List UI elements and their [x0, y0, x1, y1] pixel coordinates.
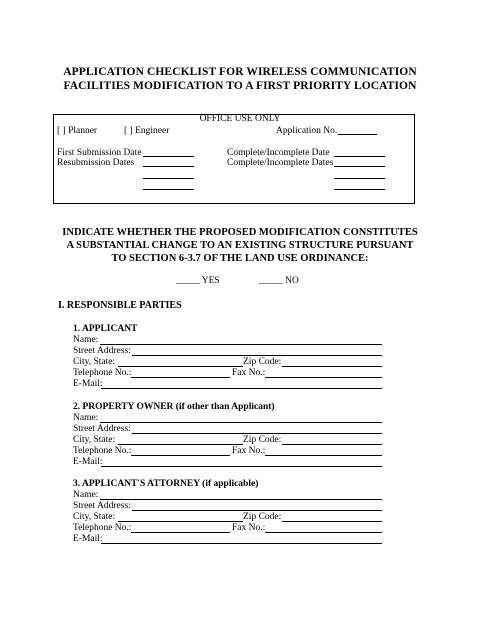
owner-name-label: Name:	[73, 413, 99, 423]
indicate-line2: A SUBSTANTIAL CHANGE TO AN EXISTING STRUCTURE PURSUANT	[66, 240, 414, 251]
applicant-zip-label: Zip Code:	[243, 357, 282, 367]
applicant-fax-label: Fax No.:	[232, 368, 266, 378]
applicant-fax-field[interactable]	[265, 377, 382, 378]
form-title-line2: FACILITIES MODIFICATION TO A FIRST PRIORITY LOCATION	[63, 80, 417, 92]
applicant-heading: 1. APPLICANT	[73, 324, 138, 334]
complete-incomplete-dates-field-1[interactable]	[334, 166, 385, 167]
applicant-email-field[interactable]	[101, 388, 382, 389]
owner-fax-label: Fax No.:	[232, 446, 266, 456]
attorney-telephone-label: Telephone No.:	[73, 523, 132, 533]
applicant-street-field[interactable]	[132, 355, 382, 356]
owner-telephone-field[interactable]	[131, 455, 230, 456]
applicant-telephone-label: Telephone No.:	[73, 368, 132, 378]
indicate-line1: INDICATE WHETHER THE PROPOSED MODIFICATION CONSTITUTES	[62, 227, 418, 238]
owner-zip-label: Zip Code:	[243, 435, 282, 445]
owner-name-field[interactable]	[100, 422, 382, 423]
attorney-email-label: E-Mail:	[73, 534, 103, 544]
section-heading: I. RESPONSIBLE PARTIES	[58, 300, 182, 311]
first-submission-label: First Submission Date	[57, 148, 142, 158]
attorney-telephone-field[interactable]	[131, 532, 230, 533]
owner-city-label: City, State:	[73, 435, 116, 445]
owner-heading: 2. PROPERTY OWNER (if other than Applicant)	[73, 402, 275, 412]
owner-street-label: Street Address:	[73, 424, 131, 434]
application-no-field[interactable]	[338, 134, 377, 135]
attorney-name-field[interactable]	[100, 499, 382, 500]
applicant-telephone-field[interactable]	[131, 377, 230, 378]
owner-email-field[interactable]	[101, 466, 382, 467]
complete-incomplete-date-label: Complete/Incomplete Date	[227, 148, 330, 158]
form-title-line1: APPLICATION CHECKLIST FOR WIRELESS COMMUNICATION	[63, 66, 417, 78]
owner-telephone-label: Telephone No.:	[73, 446, 132, 456]
complete-incomplete-dates-field-3[interactable]	[334, 189, 385, 190]
resubmission-field-3[interactable]	[143, 189, 194, 190]
attorney-street-field[interactable]	[132, 510, 382, 511]
owner-fax-field[interactable]	[265, 455, 382, 456]
attorney-zip-field[interactable]	[282, 521, 382, 522]
applicant-name-label: Name:	[73, 335, 99, 345]
attorney-email-field[interactable]	[101, 543, 382, 544]
applicant-street-label: Street Address:	[73, 346, 131, 356]
attorney-fax-field[interactable]	[265, 532, 382, 533]
planner-checkbox[interactable]: [ ] Planner	[57, 126, 98, 136]
applicant-city-label: City, State:	[73, 357, 116, 367]
resubmission-field-2[interactable]	[143, 178, 194, 179]
owner-email-label: E-Mail:	[73, 457, 103, 467]
resubmission-field-1[interactable]	[143, 166, 194, 167]
office-use-heading: OFFICE USE ONLY	[199, 114, 281, 124]
attorney-heading: 3. APPLICANT'S ATTORNEY (if applicable)	[73, 479, 259, 489]
application-no-label: Application No.	[276, 126, 338, 136]
first-submission-field[interactable]	[143, 156, 194, 157]
applicant-name-field[interactable]	[100, 344, 382, 345]
indicate-line3: TO SECTION 6-3.7 OF THE LAND USE ORDINANCE:	[111, 253, 369, 264]
yes-option[interactable]: _____ YES	[176, 276, 220, 286]
applicant-email-label: E-Mail:	[73, 379, 103, 389]
resubmission-label: Resubmission Dates	[57, 158, 135, 168]
attorney-city-label: City, State:	[73, 512, 116, 522]
complete-incomplete-dates-label: Complete/Incomplete Dates	[227, 158, 334, 168]
attorney-zip-label: Zip Code:	[243, 512, 282, 522]
complete-incomplete-dates-field-2[interactable]	[334, 178, 385, 179]
engineer-checkbox[interactable]: [ ] Engineer	[124, 126, 170, 136]
attorney-city-field[interactable]	[118, 521, 243, 522]
attorney-street-label: Street Address:	[73, 501, 131, 511]
applicant-zip-field[interactable]	[282, 366, 382, 367]
complete-incomplete-date-field[interactable]	[334, 156, 385, 157]
attorney-name-label: Name:	[73, 490, 99, 500]
owner-street-field[interactable]	[132, 433, 382, 434]
owner-city-field[interactable]	[118, 444, 243, 445]
applicant-city-field[interactable]	[118, 366, 243, 367]
owner-zip-field[interactable]	[282, 444, 382, 445]
attorney-fax-label: Fax No.:	[232, 523, 266, 533]
no-option[interactable]: _____ NO	[259, 276, 299, 286]
